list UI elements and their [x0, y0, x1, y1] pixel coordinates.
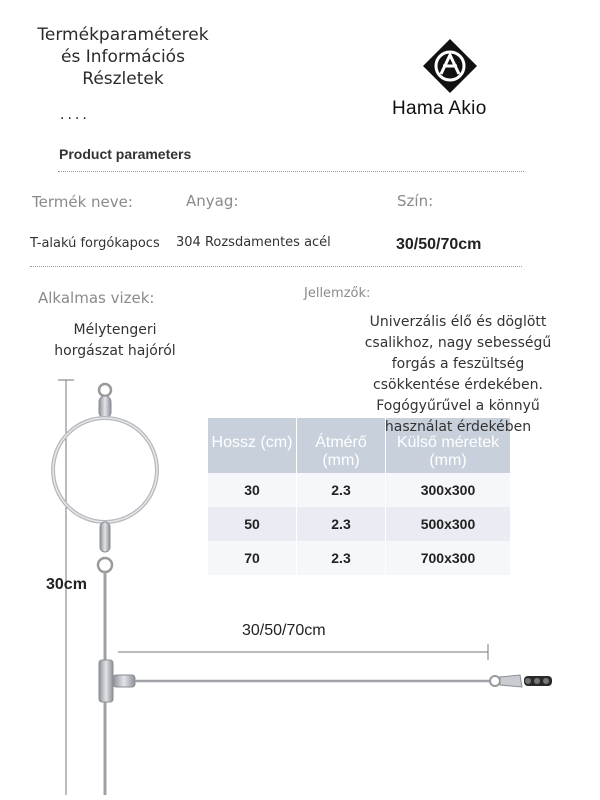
- brand-name: Hama Akio: [392, 98, 487, 119]
- page-title-line-2: és Információs: [61, 47, 185, 67]
- color-label: Szín:: [397, 192, 434, 210]
- col-header-length: Hossz (cm): [208, 418, 297, 473]
- top-ring: [99, 384, 111, 396]
- cell-outer-size: 700x300: [386, 541, 511, 575]
- material-value: 304 Rozsdamentes acél: [176, 235, 331, 250]
- product-name-value: T-alakú forgókapocs: [30, 236, 160, 251]
- product-name-label: Termék neve:: [32, 193, 133, 211]
- hama-akio-diamond-logo-icon: [422, 38, 478, 94]
- divider-top: [58, 171, 524, 172]
- color-value: 30/50/70cm: [396, 236, 482, 253]
- t-junction: [99, 660, 113, 702]
- material-label: Anyag:: [186, 192, 239, 210]
- waters-line-2: horgászat hajóról: [54, 343, 176, 359]
- height-dimension-label: 30cm: [46, 576, 87, 593]
- table-row: [208, 473, 510, 507]
- features-value: [338, 312, 578, 438]
- features-line-4: csökkentése érdekében.: [373, 377, 543, 393]
- table-row: [208, 507, 510, 541]
- end-snap: [500, 675, 522, 687]
- divider-middle: [30, 266, 522, 267]
- section-heading: Product parameters: [59, 146, 192, 162]
- col-header-outer-size: Külső méretek (mm): [386, 418, 511, 473]
- cell-length: 70: [208, 541, 297, 575]
- features-line-3: forgás a feszültség: [391, 356, 525, 372]
- features-label: Jellemzők:: [304, 286, 371, 301]
- col-header-diameter: Átmérő (mm): [297, 418, 386, 473]
- features-line-5: Fogógyűrűvel a könnyű: [376, 398, 540, 414]
- cell-length: 50: [208, 507, 297, 541]
- cell-diameter: 2.3: [297, 541, 386, 575]
- cell-outer-size: 300x300: [386, 473, 511, 507]
- length-dimension-label: 30/50/70cm: [242, 622, 326, 639]
- waters-label: Alkalmas vizek:: [38, 289, 155, 307]
- lower-ring: [98, 558, 112, 572]
- cell-length: 30: [208, 473, 297, 507]
- features-line-6: használat érdekében: [384, 419, 532, 435]
- table-row: [208, 541, 510, 575]
- waters-value: [40, 320, 190, 362]
- top-swivel: [99, 396, 111, 418]
- lower-swivel: [100, 522, 110, 552]
- page-title-line-1: Termékparaméterek: [37, 25, 209, 45]
- cell-diameter: 2.3: [297, 473, 386, 507]
- waters-line-1: Mélytengeri: [73, 322, 157, 338]
- features-line-2: csalikhoz, nagy sebességű: [364, 335, 552, 351]
- cell-diameter: 2.3: [297, 507, 386, 541]
- cell-outer-size: 500x300: [386, 507, 511, 541]
- end-ring: [490, 676, 500, 686]
- features-line-1: Univerzális élő és döglött: [369, 314, 547, 330]
- page-title: [18, 24, 228, 90]
- page-title-line-3: Részletek: [82, 69, 164, 89]
- decorative-dots: ····: [60, 111, 90, 127]
- spec-table: [208, 418, 510, 575]
